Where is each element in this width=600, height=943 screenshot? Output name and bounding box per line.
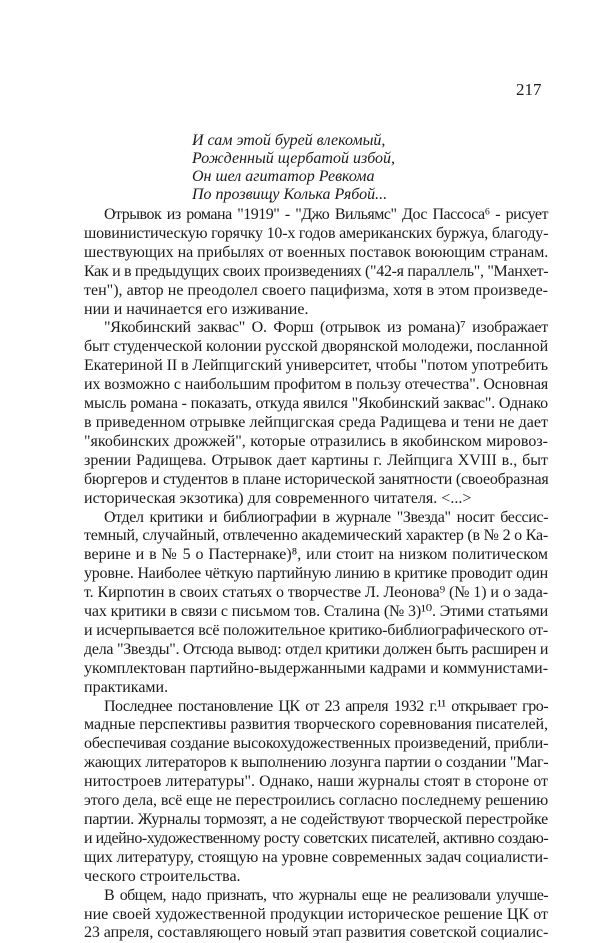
text-line: чах критики в связи с письмом тов. Сталина (№ 3)¹⁰. Этими статьями [84,603,548,621]
epigraph [192,132,395,204]
epigraph-line: Рожденный щербатой избой, [192,150,396,167]
text-line: "якобинских дрожжей", которые отразились в якобинском мировоз- [84,432,548,450]
text-line: уровне. Наиболее чёткую партийную линию в критике проводит один [84,565,548,583]
body-text [84,206,548,943]
text-line: т. Кирпотин в своих статьях о творчестве Л. Леонова⁹ (№ 1) и о зада- [84,584,548,602]
text-line: партии. Журналы тормозят, а не содействуют творческой перестройке [84,811,548,828]
text-line: Последнее постановление ЦК от 23 апреля 1932 г.¹¹ открывает гро- [104,697,548,715]
epigraph-line: По прозвищу Колька Рябой... [192,186,388,203]
text-line: быт студенческой колонии русской дворянской молодежи, посланной [84,338,548,356]
text-line: обеспечивая создание высокохудожественных произведений, прибли- [84,735,549,753]
text-line: ческого строительства. [84,867,241,885]
epigraph-line: Он шел агитатор Ревкома [192,168,375,185]
text-line: и исчерпывается всё положительное критико-библиографического от- [84,621,548,639]
text-line: дела "Звезды". Отсюда вывод: отдел критики должен быть расширен и [84,640,549,658]
paragraph [84,698,548,887]
text-line: щих литературу, стоящую на уровне современных задач социалисти- [84,848,549,866]
text-line: их возможно с наибольшим профитом в пользу отечества". Основная [84,376,549,394]
text-line: 23 апреля, составляющего новый этап развития советской социалис- [84,924,549,942]
text-line: В общем, надо признать, что журналы еще не реализовали улучше- [104,886,548,904]
text-line: практиками. [84,678,169,696]
text-line: в приведенном отрывке лейпцигская среда Радищева и тени не дает [84,413,548,431]
text-line: жающих литераторов к выполнению лозунга партии о создании "Маг- [84,754,549,772]
text-line: историческая экзотика) для современного читателя. <...> [84,489,472,507]
text-line: и идейно-художественному росту советских писателей, активно создаю- [84,829,549,847]
text-line: мадные перспективы развития творческого соревнования писателей, [84,716,548,734]
text-line: нии и начинается его изживание. [84,300,309,318]
text-line: Екатериной II в Лейпцигский университет, чтобы "потом употребить [84,357,548,375]
epigraph-line: И сам этой бурей влекомый, [192,132,386,149]
text-line: Отдел критики и библиографии в журнале "Звезда" носит бессис- [104,508,548,526]
paragraph [84,206,548,319]
text-line: шествующих на прибылях от военных поставок воюющим странам. [84,243,549,261]
text-line: тен"), автор не преодолел своего пацифизма, хотя в этом произведе- [84,281,548,299]
text-line: "Якобинский заквас" О. Форш (отрывок из романа)⁷ изображает [104,319,548,337]
paragraph [84,887,548,943]
text-line: шовинистическую горячку 10-х годов американских буржуа, благоду- [84,224,549,242]
text-line: этого дела, всё еще не перестроились согласно последнему решению [84,792,549,810]
paragraph [84,509,548,698]
text-line: зрении Радищева. Отрывок дает картины г. Лейпцига XVIII в., быт [84,451,548,469]
text-line: укомплектован партийно-выдержанными кадрами и коммунистами- [84,659,549,677]
text-line: Как и в предыдущих своих произведениях ("42-я параллель", "Манхет- [84,262,549,280]
text-line: нитостроев литературы". Однако, наши журналы стоят в стороне от [84,773,548,791]
page-number: 217 [516,80,542,99]
paragraph [84,319,548,508]
text-line: бюргеров и студентов в плане исторической занятности (своеобразная [84,470,549,488]
text-line: Отрывок из романа "1919" - "Джо Вильямс" Дос Пассоса⁶ - рисует [104,206,548,223]
text-line: мысль романа - показать, откуда явился "Якобинский заквас". Однако [84,395,548,413]
text-line: ние своей художественной продукции историческое решение ЦК от [84,905,548,923]
text-line: темный, случайный, отвлеченно академический характер (в № 2 о Ка- [84,527,548,545]
text-line: верине и в № 5 о Пастернаке)⁸, или стоит на низком политическом [84,546,548,564]
